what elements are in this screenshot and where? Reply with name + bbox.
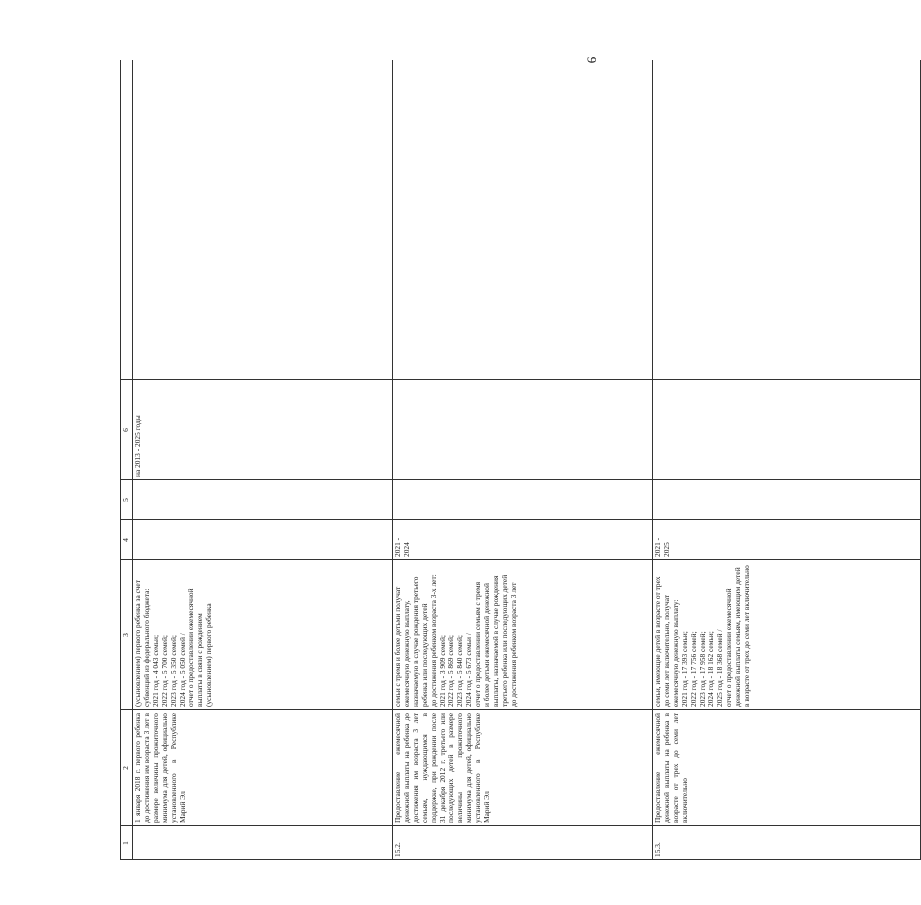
indicator-line: 2024 год - 5 050 семей / [177, 633, 187, 707]
measure-name: 1 января 2018 г. первого ребенка до достижения им возраста 3 лет в размере величины прожиточного минимума для детей, официально установленного в Республике Марий Эл [133, 713, 187, 823]
indicator-line: 2021 год - 17 393 семьи; [679, 631, 689, 707]
indicator-cell [393, 560, 653, 710]
measure-name: Предоставление ежемесячной денежной выплаты на ребенка до достижения им возраста 3 лет семьям, нуждающимся в поддержке, при рождении после 31 декабря 2012 г. третьего или последующих детей в размере величины прожиточного минимума для детей, официально установленного в Республике Марий Эл [393, 713, 492, 823]
column-header-5: 5 [121, 498, 130, 502]
indicator-line: 2021 год - 4 043 семьи; [150, 634, 160, 707]
indicator-line: 2023 год - 5 840 семей; [455, 635, 465, 707]
indicator-line: субвенций из федерального бюджета: [141, 588, 151, 707]
indicator-line: 2022 год - 5 869 семей; [446, 635, 456, 707]
col5-cell [393, 480, 653, 520]
indicator-line: назначаемую в случае рождения третьего [410, 576, 420, 707]
indicator-line: отчет о предоставлении семьям с тремя [473, 582, 483, 707]
col5-cell [653, 480, 921, 520]
indicator-line: 2022 год - 17 756 семей; [688, 631, 698, 707]
indicator-line: семьи с тремя и более детьми получат [393, 586, 402, 707]
program-table [120, 60, 752, 860]
indicator-cell [653, 560, 921, 710]
indicator-line: 2023 год - 5 350 семей; [168, 635, 178, 707]
indicator-line: 2024 год - 18 162 семьи; [706, 631, 716, 707]
col6-cell [653, 380, 921, 480]
table-row [652, 60, 921, 860]
col5-cell [133, 480, 393, 520]
column-header-6: 6 [121, 428, 130, 432]
column-header-1: 1 [121, 841, 130, 845]
col6-cell: на 2013 - 2025 годы [133, 415, 142, 477]
indicator-line: в возрасте от трех до семи лет включительно [742, 565, 752, 707]
indicator-line: 2022 год - 5 700 семей; [159, 635, 169, 707]
indicator-line: 2021 год - 3 909 семей; [437, 635, 447, 707]
column-header-4: 4 [121, 538, 130, 542]
page-number: 9 [584, 56, 600, 64]
indicator-line: до достижения ребенком возраста 3 лет [508, 582, 518, 707]
period-cell [133, 520, 393, 560]
indicator-line: и более детьми ежемесячной денежной [482, 583, 492, 707]
period-cell: 2021 - 2025 [653, 537, 671, 557]
column-header-3: 3 [121, 633, 130, 637]
indicator-line: до достижения ребенком возраста 3-х лет: [428, 574, 438, 707]
indicator-cell [133, 560, 393, 710]
period-cell: 2021 - 2024 [393, 537, 411, 557]
indicator-line: отчет о предоставлении ежемесячной [724, 588, 734, 707]
indicator-line: 2023 год - 17 958 семей; [697, 631, 707, 707]
indicator-line: 2024 год - 5 673 семьи / [464, 633, 474, 707]
indicator-line: ежемесячную денежную выплату: [670, 599, 680, 707]
indicator-line: третьего ребенка или последующих детей [499, 574, 509, 707]
indicator-line: (усыновлением) первого ребенка [204, 603, 214, 707]
indicator-line: (усыновлением) первого ребенка за счет [133, 580, 142, 707]
indicator-line: денежной выплаты семьям, имеющим детей [733, 567, 743, 707]
indicator-line: выплаты в связи с рождением [195, 613, 205, 707]
row-number: 15.3. [653, 842, 662, 857]
table-row [132, 60, 393, 860]
row-number [133, 826, 393, 860]
indicator-line: ребенка или последующих детей [419, 603, 429, 707]
measure-name: Предоставление ежемесячной денежной выплаты на ребенка в возрасте от трех до семи лет включительно [653, 713, 689, 823]
table-row [392, 60, 653, 860]
indicator-line: отчет о предоставлении ежемесячной [186, 588, 196, 707]
indicator-line: выплаты, назначаемой в случае рождения [490, 575, 500, 707]
indicator-line: до семи лет включительно, получат [661, 594, 671, 707]
column-header-2: 2 [121, 766, 130, 770]
indicator-line: семьи, имеющие детей в возрасте от трех [653, 576, 662, 707]
row-number: 15.2. [393, 842, 402, 857]
indicator-line: 2025 год - 18 368 семей / [715, 629, 725, 707]
col6-cell [393, 380, 653, 480]
indicator-line: ежемесячную денежную выплату, [401, 600, 411, 707]
